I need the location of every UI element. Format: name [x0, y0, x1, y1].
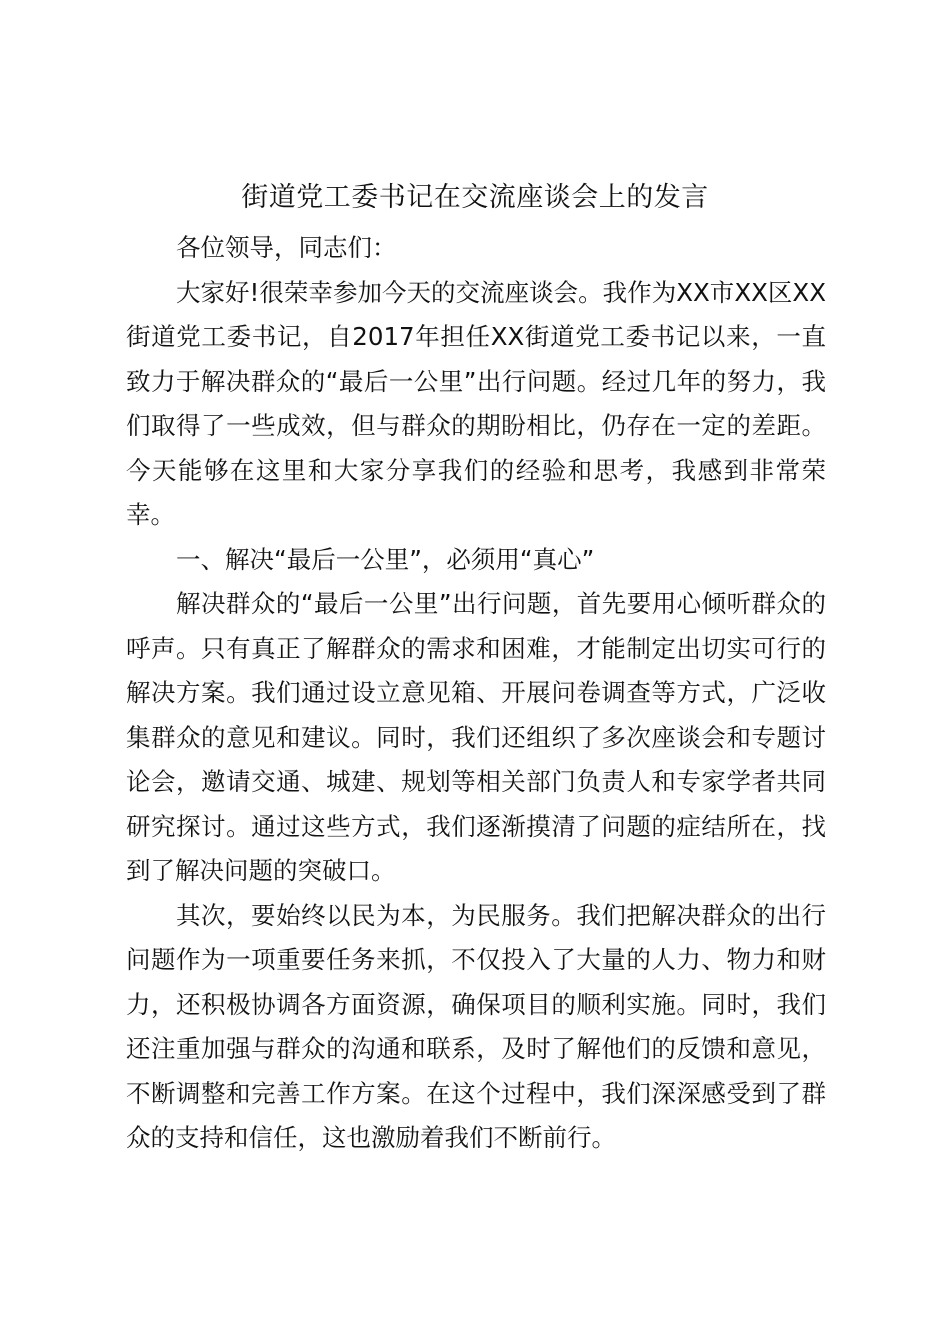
paragraph-listen: 解决群众的“最后一公里”出行问题，首先要用心倾听群众的呼声。只有真正了解群众的需求和困难，才能制定出切实可行的解决方案。我们通过设立意见箱、开展问卷调查等方式，广泛收集群众的意见和建议。同时，我们还组织了多次座谈会和专题讨论会，邀请交通、城建、规划等相关部门负责人和专家学者共同研究探讨。通过这些方式，我们逐渐摸清了问题的症结所在，找到了解决问题的突破口。	[126, 589, 826, 885]
paragraph-intro: 大家好!很荣幸参加今天的交流座谈会。我作为XX市XX区XX街道党工委书记，自2017年担任XX街道党工委书记以来，一直致力于解决群众的“最后一公里”出行问题。经过几年的努力，我们取得了一些成效，但与群众的期盼相比，仍存在一定的差距。今天能够在这里和大家分享我们的经验和思考，我感到非常荣幸。	[126, 277, 826, 529]
paragraph-serve: 其次，要始终以民为本，为民服务。我们把解决群众的出行问题作为一项重要任务来抓，不仅投入了大量的人力、物力和财力，还积极协调各方面资源，确保项目的顺利实施。同时，我们还注重加强与群众的沟通和联系，及时了解他们的反馈和意见，不断调整和完善工作方案。在这个过程中，我们深深感受到了群众的支持和信任，这也激励着我们不断前行。	[126, 900, 826, 1152]
section-heading: 一、解决“最后一公里”，必须用“真心”	[176, 544, 595, 574]
document-body	[126, 226, 826, 1161]
greeting: 各位领导，同志们：	[176, 233, 397, 262]
document-title: 街道党工委书记在交流座谈会上的发言	[241, 182, 709, 213]
